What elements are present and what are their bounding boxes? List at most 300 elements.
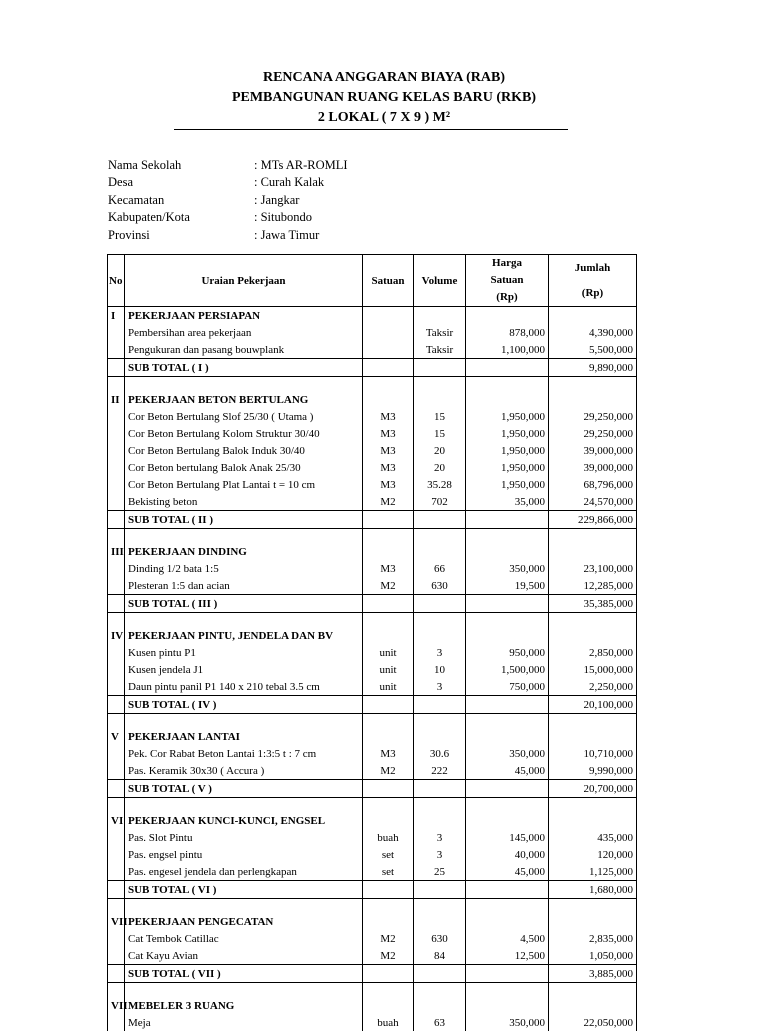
- empty-cell: [363, 812, 414, 829]
- item-unit: M3: [363, 745, 414, 762]
- item-volume: 84: [414, 947, 466, 965]
- empty-cell: [363, 728, 414, 745]
- item-volume: 630: [414, 577, 466, 595]
- item-description: Cat Kayu Avian: [125, 947, 363, 965]
- item-unit-price: 12,500: [466, 947, 549, 965]
- rab-table: [107, 254, 637, 1031]
- empty-cell: [414, 543, 466, 560]
- empty-cell: [414, 627, 466, 644]
- item-volume: 702: [414, 493, 466, 511]
- row-number-cell: [108, 644, 125, 661]
- section-number: II: [108, 391, 125, 408]
- subtotal-label: SUB TOTAL ( VI ): [125, 881, 363, 899]
- info-row: [108, 174, 348, 191]
- item-unit-price: 350,000: [466, 560, 549, 577]
- item-description: Pas. engesel jendela dan perlengkapan: [125, 863, 363, 881]
- table-row: [108, 425, 637, 442]
- item-unit-price: 750,000: [466, 678, 549, 696]
- empty-cell: [414, 965, 466, 983]
- item-unit: M3: [363, 459, 414, 476]
- empty-cell: [363, 881, 414, 899]
- info-value: : Jawa Timur: [254, 227, 319, 244]
- col-header-harga: [466, 255, 549, 307]
- table-row: [108, 476, 637, 493]
- empty-cell: [466, 529, 549, 544]
- empty-cell: [549, 798, 637, 813]
- table-row: [108, 644, 637, 661]
- col-header-harga-line2: Satuan: [469, 272, 545, 289]
- section-title: PEKERJAAN KUNCI-KUNCI, ENGSEL: [125, 812, 363, 829]
- col-header-harga-line1: Harga: [469, 255, 545, 272]
- item-unit-price: 350,000: [466, 745, 549, 762]
- empty-cell: [466, 728, 549, 745]
- col-header-jumlah: [549, 255, 637, 307]
- empty-cell: [466, 377, 549, 392]
- item-volume: 35.28: [414, 476, 466, 493]
- empty-cell: [363, 595, 414, 613]
- item-unit-price: 40,000: [466, 846, 549, 863]
- col-header-uraian: Uraian Pekerjaan: [125, 255, 363, 307]
- item-unit: [363, 341, 414, 359]
- subtotal-label: SUB TOTAL ( II ): [125, 511, 363, 529]
- item-volume: 3: [414, 829, 466, 846]
- empty-cell: [414, 780, 466, 798]
- item-description: Dinding 1/2 bata 1:5: [125, 560, 363, 577]
- item-description: Pas. Keramik 30x30 ( Accura ): [125, 762, 363, 780]
- item-amount: 39,000,000: [549, 442, 637, 459]
- item-description: Pembersihan area pekerjaan: [125, 324, 363, 341]
- spacer-row: [108, 714, 637, 729]
- empty-cell: [414, 728, 466, 745]
- item-amount: 120,000: [549, 846, 637, 863]
- table-row: [108, 1014, 637, 1031]
- empty-cell: [108, 965, 125, 983]
- table-row: [108, 661, 637, 678]
- empty-cell: [363, 696, 414, 714]
- row-number-cell: [108, 442, 125, 459]
- item-amount: 68,796,000: [549, 476, 637, 493]
- section-title: PEKERJAAN LANTAI: [125, 728, 363, 745]
- item-amount: 1,050,000: [549, 947, 637, 965]
- item-volume: 3: [414, 846, 466, 863]
- info-row: [108, 192, 348, 209]
- empty-cell: [414, 696, 466, 714]
- item-unit: unit: [363, 661, 414, 678]
- row-number-cell: [108, 661, 125, 678]
- item-unit-price: 1,100,000: [466, 341, 549, 359]
- item-description: Cat Tembok Catillac: [125, 930, 363, 947]
- empty-cell: [363, 307, 414, 325]
- item-unit: M2: [363, 493, 414, 511]
- empty-cell: [414, 391, 466, 408]
- item-unit: buah: [363, 1014, 414, 1031]
- spacer-row: [108, 899, 637, 914]
- empty-cell: [363, 983, 414, 998]
- item-amount: 24,570,000: [549, 493, 637, 511]
- item-description: Kusen jendela J1: [125, 661, 363, 678]
- section-header-row: [108, 997, 637, 1014]
- empty-cell: [363, 627, 414, 644]
- subtotal-amount: 229,866,000: [549, 511, 637, 529]
- subtotal-label: SUB TOTAL ( IV ): [125, 696, 363, 714]
- empty-cell: [125, 714, 363, 729]
- col-header-satuan: Satuan: [363, 255, 414, 307]
- item-unit-price: 45,000: [466, 863, 549, 881]
- item-description: Cor Beton Bertulang Kolom Struktur 30/40: [125, 425, 363, 442]
- col-header-volume: Volume: [414, 255, 466, 307]
- empty-cell: [108, 696, 125, 714]
- row-number-cell: [108, 863, 125, 881]
- empty-cell: [466, 595, 549, 613]
- item-unit: [363, 324, 414, 341]
- info-value: : Curah Kalak: [254, 174, 324, 191]
- item-amount: 29,250,000: [549, 425, 637, 442]
- empty-cell: [549, 627, 637, 644]
- empty-cell: [466, 627, 549, 644]
- empty-cell: [414, 595, 466, 613]
- subtotal-label: SUB TOTAL ( VII ): [125, 965, 363, 983]
- item-amount: 23,100,000: [549, 560, 637, 577]
- section-title: PEKERJAAN PINTU, JENDELA DAN BV: [125, 627, 363, 644]
- document-title: [0, 68, 768, 128]
- item-amount: 15,000,000: [549, 661, 637, 678]
- empty-cell: [466, 997, 549, 1014]
- table-row: [108, 324, 637, 341]
- item-description: Daun pintu panil P1 140 x 210 tebal 3.5 cm: [125, 678, 363, 696]
- empty-cell: [108, 595, 125, 613]
- col-header-harga-line3: (Rp): [469, 289, 545, 306]
- table-row: [108, 560, 637, 577]
- table-row: [108, 829, 637, 846]
- section-header-row: [108, 307, 637, 325]
- item-description: Meja: [125, 1014, 363, 1031]
- info-row: [108, 209, 348, 226]
- title-underline: [174, 129, 568, 130]
- item-description: Pek. Cor Rabat Beton Lantai 1:3:5 t : 7 cm: [125, 745, 363, 762]
- item-unit-price: 145,000: [466, 829, 549, 846]
- row-number-cell: [108, 577, 125, 595]
- empty-cell: [549, 899, 637, 914]
- subtotal-label: SUB TOTAL ( III ): [125, 595, 363, 613]
- item-description: Pengukuran dan pasang bouwplank: [125, 341, 363, 359]
- item-amount: 1,125,000: [549, 863, 637, 881]
- col-header-jumlah-line2: (Rp): [552, 285, 633, 302]
- section-header-row: [108, 543, 637, 560]
- empty-cell: [549, 997, 637, 1014]
- item-unit: M3: [363, 408, 414, 425]
- item-unit: M2: [363, 577, 414, 595]
- empty-cell: [363, 913, 414, 930]
- item-unit-price: 1,950,000: [466, 442, 549, 459]
- table-row: [108, 678, 637, 696]
- empty-cell: [466, 543, 549, 560]
- empty-cell: [125, 377, 363, 392]
- empty-cell: [363, 899, 414, 914]
- row-number-cell: [108, 408, 125, 425]
- empty-cell: [363, 377, 414, 392]
- table-row: [108, 930, 637, 947]
- section-number: I: [108, 307, 125, 325]
- empty-cell: [414, 798, 466, 813]
- empty-cell: [363, 997, 414, 1014]
- subtotal-amount: 1,680,000: [549, 881, 637, 899]
- empty-cell: [466, 613, 549, 628]
- spacer-row: [108, 798, 637, 813]
- subtotal-row: [108, 965, 637, 983]
- item-volume: 30.6: [414, 745, 466, 762]
- subtotal-row: [108, 881, 637, 899]
- item-description: Cor Beton bertulang Balok Anak 25/30: [125, 459, 363, 476]
- item-volume: 15: [414, 425, 466, 442]
- item-amount: 2,835,000: [549, 930, 637, 947]
- empty-cell: [466, 812, 549, 829]
- empty-cell: [549, 983, 637, 998]
- item-amount: 29,250,000: [549, 408, 637, 425]
- item-unit: M3: [363, 425, 414, 442]
- empty-cell: [125, 983, 363, 998]
- table-row: [108, 408, 637, 425]
- item-volume: 10: [414, 661, 466, 678]
- empty-cell: [414, 997, 466, 1014]
- table-row: [108, 762, 637, 780]
- row-number-cell: [108, 560, 125, 577]
- item-amount: 2,250,000: [549, 678, 637, 696]
- item-unit-price: 878,000: [466, 324, 549, 341]
- empty-cell: [549, 391, 637, 408]
- item-amount: 10,710,000: [549, 745, 637, 762]
- section-number: IV: [108, 627, 125, 644]
- empty-cell: [414, 529, 466, 544]
- empty-cell: [363, 965, 414, 983]
- empty-cell: [414, 812, 466, 829]
- title-line-3: 2 LOKAL ( 7 X 9 ) M²: [0, 108, 768, 128]
- table-row: [108, 863, 637, 881]
- item-amount: 435,000: [549, 829, 637, 846]
- empty-cell: [108, 359, 125, 377]
- subtotal-label: SUB TOTAL ( I ): [125, 359, 363, 377]
- section-title: PEKERJAAN PENGECATAN: [125, 913, 363, 930]
- empty-cell: [414, 613, 466, 628]
- row-number-cell: [108, 324, 125, 341]
- section-header-row: [108, 728, 637, 745]
- empty-cell: [125, 613, 363, 628]
- title-line-1: RENCANA ANGGARAN BIAYA (RAB): [0, 68, 768, 88]
- spacer-row: [108, 983, 637, 998]
- empty-cell: [466, 913, 549, 930]
- item-unit-price: 19,500: [466, 577, 549, 595]
- empty-cell: [108, 714, 125, 729]
- empty-cell: [108, 798, 125, 813]
- empty-cell: [108, 780, 125, 798]
- row-number-cell: [108, 745, 125, 762]
- empty-cell: [414, 983, 466, 998]
- info-label: Desa: [108, 174, 254, 191]
- empty-cell: [108, 899, 125, 914]
- info-value: : Situbondo: [254, 209, 312, 226]
- table-row: [108, 442, 637, 459]
- title-line-2: PEMBANGUNAN RUANG KELAS BARU (RKB): [0, 88, 768, 108]
- info-row: [108, 157, 348, 174]
- item-description: Bekisting beton: [125, 493, 363, 511]
- empty-cell: [466, 391, 549, 408]
- empty-cell: [414, 511, 466, 529]
- empty-cell: [363, 359, 414, 377]
- section-number: III: [108, 543, 125, 560]
- empty-cell: [414, 714, 466, 729]
- empty-cell: [363, 511, 414, 529]
- empty-cell: [549, 728, 637, 745]
- item-unit: M2: [363, 930, 414, 947]
- empty-cell: [363, 391, 414, 408]
- section-number: V: [108, 728, 125, 745]
- empty-cell: [466, 780, 549, 798]
- empty-cell: [363, 714, 414, 729]
- section-header-row: [108, 812, 637, 829]
- section-title: PEKERJAAN DINDING: [125, 543, 363, 560]
- empty-cell: [466, 983, 549, 998]
- col-header-no: No: [108, 255, 125, 307]
- table-row: [108, 341, 637, 359]
- empty-cell: [414, 359, 466, 377]
- item-description: Cor Beton Bertulang Plat Lantai t = 10 cm: [125, 476, 363, 493]
- section-number: VII: [108, 997, 125, 1014]
- row-number-cell: [108, 493, 125, 511]
- row-number-cell: [108, 425, 125, 442]
- empty-cell: [466, 696, 549, 714]
- item-amount: 12,285,000: [549, 577, 637, 595]
- item-unit: set: [363, 863, 414, 881]
- item-unit: buah: [363, 829, 414, 846]
- empty-cell: [549, 913, 637, 930]
- empty-cell: [125, 798, 363, 813]
- item-volume: 25: [414, 863, 466, 881]
- info-value: : MTs AR-ROMLI: [254, 157, 348, 174]
- spacer-row: [108, 529, 637, 544]
- table-body: [108, 307, 637, 1031]
- table-row: [108, 493, 637, 511]
- empty-cell: [108, 881, 125, 899]
- empty-cell: [466, 965, 549, 983]
- empty-cell: [549, 812, 637, 829]
- col-header-jumlah-line1: Jumlah: [552, 260, 633, 277]
- item-amount: 4,390,000: [549, 324, 637, 341]
- subtotal-amount: 3,885,000: [549, 965, 637, 983]
- row-number-cell: [108, 762, 125, 780]
- empty-cell: [466, 511, 549, 529]
- empty-cell: [549, 307, 637, 325]
- info-label: Kabupaten/Kota: [108, 209, 254, 226]
- empty-cell: [549, 714, 637, 729]
- item-volume: 20: [414, 459, 466, 476]
- table-row: [108, 745, 637, 762]
- item-volume: 66: [414, 560, 466, 577]
- item-unit-price: 1,950,000: [466, 476, 549, 493]
- item-amount: 22,050,000: [549, 1014, 637, 1031]
- empty-cell: [549, 529, 637, 544]
- item-unit: M3: [363, 442, 414, 459]
- empty-cell: [466, 359, 549, 377]
- row-number-cell: [108, 1014, 125, 1031]
- item-unit-price: 350,000: [466, 1014, 549, 1031]
- empty-cell: [363, 780, 414, 798]
- info-label: Provinsi: [108, 227, 254, 244]
- empty-cell: [549, 377, 637, 392]
- subtotal-label: SUB TOTAL ( V ): [125, 780, 363, 798]
- item-description: Pas. Slot Pintu: [125, 829, 363, 846]
- row-number-cell: [108, 947, 125, 965]
- empty-cell: [414, 899, 466, 914]
- item-unit: M2: [363, 762, 414, 780]
- subtotal-amount: 35,385,000: [549, 595, 637, 613]
- item-unit: M2: [363, 947, 414, 965]
- item-amount: 5,500,000: [549, 341, 637, 359]
- table-row: [108, 577, 637, 595]
- info-label: Kecamatan: [108, 192, 254, 209]
- empty-cell: [414, 307, 466, 325]
- section-header-row: [108, 913, 637, 930]
- item-volume: 222: [414, 762, 466, 780]
- subtotal-row: [108, 511, 637, 529]
- subtotal-amount: 20,700,000: [549, 780, 637, 798]
- row-number-cell: [108, 930, 125, 947]
- empty-cell: [414, 377, 466, 392]
- item-unit-price: 45,000: [466, 762, 549, 780]
- info-label: Nama Sekolah: [108, 157, 254, 174]
- item-unit: unit: [363, 644, 414, 661]
- subtotal-row: [108, 359, 637, 377]
- table-row: [108, 947, 637, 965]
- section-number: VII: [108, 913, 125, 930]
- section-title: MEBELER 3 RUANG: [125, 997, 363, 1014]
- table-header-row: [108, 255, 637, 307]
- empty-cell: [363, 543, 414, 560]
- item-unit-price: 1,950,000: [466, 459, 549, 476]
- row-number-cell: [108, 459, 125, 476]
- empty-cell: [108, 529, 125, 544]
- empty-cell: [363, 798, 414, 813]
- empty-cell: [466, 307, 549, 325]
- item-volume: 3: [414, 678, 466, 696]
- info-row: [108, 227, 348, 244]
- spacer-row: [108, 613, 637, 628]
- empty-cell: [108, 983, 125, 998]
- item-unit-price: 1,950,000: [466, 425, 549, 442]
- section-title: PEKERJAAN BETON BERTULANG: [125, 391, 363, 408]
- item-volume: 3: [414, 644, 466, 661]
- item-unit: M3: [363, 560, 414, 577]
- empty-cell: [549, 543, 637, 560]
- subtotal-amount: 20,100,000: [549, 696, 637, 714]
- item-unit-price: 4,500: [466, 930, 549, 947]
- empty-cell: [108, 613, 125, 628]
- subtotal-row: [108, 595, 637, 613]
- item-description: Cor Beton Bertulang Balok Induk 30/40: [125, 442, 363, 459]
- item-description: Plesteran 1:5 dan acian: [125, 577, 363, 595]
- item-description: Cor Beton Bertulang Slof 25/30 ( Utama ): [125, 408, 363, 425]
- item-volume: 20: [414, 442, 466, 459]
- row-number-cell: [108, 341, 125, 359]
- row-number-cell: [108, 846, 125, 863]
- item-amount: 2,850,000: [549, 644, 637, 661]
- item-amount: 9,990,000: [549, 762, 637, 780]
- empty-cell: [125, 899, 363, 914]
- empty-cell: [363, 529, 414, 544]
- section-number: VI: [108, 812, 125, 829]
- item-unit-price: 1,500,000: [466, 661, 549, 678]
- row-number-cell: [108, 476, 125, 493]
- empty-cell: [125, 529, 363, 544]
- item-amount: 39,000,000: [549, 459, 637, 476]
